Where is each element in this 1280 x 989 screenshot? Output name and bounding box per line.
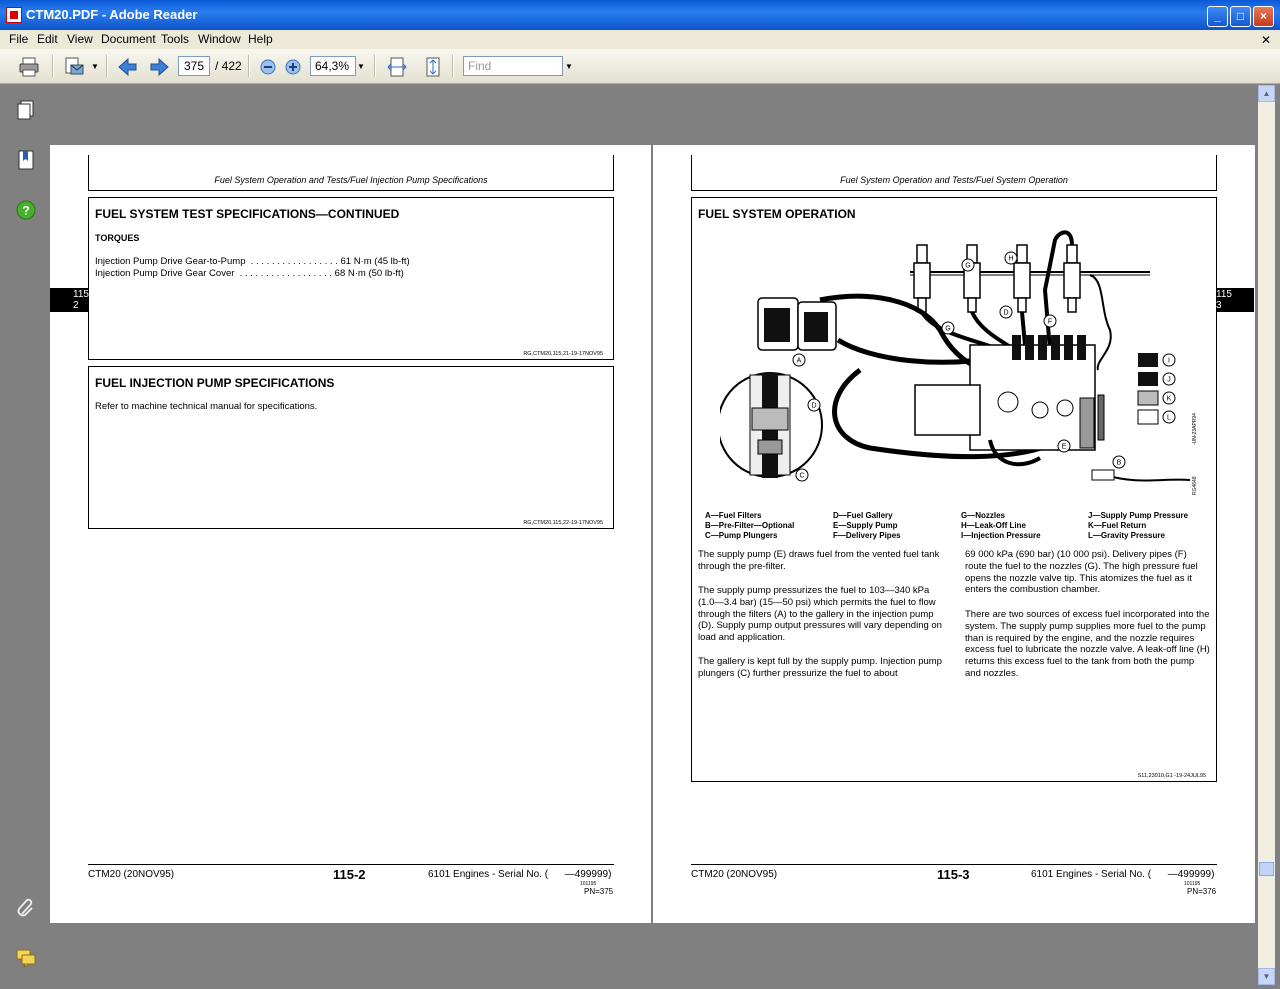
reference-code: RG,CTM20,115,21-19-17NOV95 [523, 351, 603, 357]
legend-item: H—Leak-Off Line [961, 521, 1026, 530]
key-label: L [1167, 414, 1171, 422]
comments-icon[interactable] [15, 947, 37, 969]
legend-item: L—Gravity Pressure [1088, 531, 1165, 540]
zoom-level-input[interactable]: 64,3% [310, 56, 356, 76]
reference-code: S11,23010,G1 -19-24JUL95 [1137, 773, 1206, 779]
diagram-code: RG4648 [1192, 476, 1198, 495]
legend-item: I—Injection Pressure [961, 531, 1041, 540]
section-subtitle: TORQUES [95, 233, 140, 243]
footer-code: 101195 [580, 881, 597, 887]
vertical-scrollbar[interactable] [1258, 85, 1275, 985]
toolbar-separator [452, 55, 454, 77]
fuel-test-spec-section [88, 197, 614, 360]
section-tab-marker: 115 2 [50, 288, 88, 312]
pdf-page-right [653, 145, 1255, 923]
legend-item: A—Fuel Filters [705, 511, 762, 520]
fit-width-icon[interactable] [386, 56, 408, 78]
find-input[interactable]: Find [463, 56, 563, 76]
diagram-callout: D [1003, 309, 1009, 317]
footer-manual: CTM20 (20NOV95) [691, 869, 778, 880]
body-paragraph: 69 000 kPa (690 bar) (10 000 psi). Delivery pipes (F) route the fuel to the nozzles (G). The high pressure fuel opens the nozzle valve tip. This atomizes the fuel as it enters the combustion chamber. [965, 549, 1198, 596]
section-title: FUEL INJECTION PUMP SPECIFICATIONS [95, 376, 335, 390]
svg-text:?: ? [22, 203, 30, 218]
footer-manual: CTM20 (20NOV95) [88, 869, 175, 880]
footer-pn: PN=376 [1187, 887, 1217, 896]
legend-item: F—Delivery Pipes [833, 531, 901, 540]
toolbar-separator [52, 55, 54, 77]
fit-page-icon[interactable] [422, 56, 444, 78]
diagram-callout: F [1047, 318, 1053, 326]
key-label: I [1168, 357, 1170, 365]
section-body: Refer to machine technical manual for specifications. [95, 401, 318, 412]
bookmarks-icon[interactable] [15, 149, 37, 171]
diagram-callout: A [796, 357, 802, 365]
menu-help[interactable]: Help [248, 32, 273, 46]
fuel-system-diagram [720, 230, 1210, 505]
pdf-page-left [50, 145, 651, 923]
menu-document[interactable]: Document [101, 32, 156, 46]
legend-item: C—Pump Plungers [705, 531, 778, 540]
menu-view[interactable]: View [67, 32, 93, 46]
scroll-down-button[interactable]: ▼ [1258, 968, 1275, 985]
toolbar-separator [248, 55, 250, 77]
zoom-dropdown-arrow[interactable]: ▼ [357, 62, 365, 71]
window-title: CTM20.PDF - Adobe Reader [26, 7, 198, 22]
footer-rule [691, 864, 1217, 865]
menu-bar [0, 30, 1280, 49]
diagram-callout: D [811, 402, 817, 410]
footer-engine: 6101 Engines - Serial No. ( —499999) [1031, 869, 1215, 880]
page-total: / 422 [215, 59, 242, 73]
close-button[interactable]: × [1253, 6, 1274, 27]
page-header: Fuel System Operation and Tests/Fuel System Operation [840, 175, 1068, 185]
page-number-input[interactable]: 375 [178, 56, 210, 76]
attachments-icon[interactable] [15, 897, 37, 919]
help-icon[interactable] [15, 199, 37, 221]
diagram-callout: B [1116, 459, 1122, 467]
print-icon[interactable] [18, 56, 40, 78]
footer-code: 101195 [1184, 881, 1201, 887]
menu-window[interactable]: Window [198, 32, 241, 46]
page-header: Fuel System Operation and Tests/Fuel Injection Pump Specifications [214, 175, 488, 185]
zoom-in-icon[interactable] [282, 56, 304, 78]
legend-item: J—Supply Pump Pressure [1088, 511, 1189, 520]
navigation-panel [0, 85, 50, 989]
diagram-callout: E [1061, 443, 1067, 451]
key-label: J [1167, 376, 1171, 384]
key-label: K [1166, 395, 1172, 403]
torque-row: Injection Pump Drive Gear-to-Pump . . . . . . . . . . . . . . . . . 61 N·m (45 lb-ft) [95, 256, 410, 267]
section-tab-marker: 115 3 [1216, 288, 1254, 312]
scroll-thumb[interactable] [1259, 862, 1274, 876]
body-paragraph: There are two sources of excess fuel incorporated into the system. The supply pump supplies more fuel to the pump than is required by the engine, and the nozzle requires excess fuel to lubricate the nozzle valve. A leak-off line (H) returns this excess fuel to the tank from both the pump and nozzles. [965, 609, 1210, 679]
diagram-callout: C [799, 472, 805, 480]
legend-item: B—Pre-Filter—Optional [705, 521, 795, 530]
next-page-icon[interactable] [148, 56, 170, 78]
footer-rule [88, 864, 614, 865]
adobe-reader-icon [6, 7, 22, 23]
diagram-callout: H [1008, 255, 1014, 263]
footer-pn: PN=375 [584, 887, 614, 896]
maximize-button[interactable]: □ [1230, 6, 1251, 27]
page-header-box [691, 155, 1217, 191]
previous-page-icon[interactable] [117, 56, 139, 78]
scroll-up-button[interactable]: ▲ [1258, 85, 1275, 102]
document-close-icon[interactable]: ✕ [1261, 33, 1272, 47]
body-paragraph: The supply pump (E) draws fuel from the vented fuel tank through the pre-filter. [698, 549, 940, 572]
legend-item: G—Nozzles [961, 511, 1006, 520]
torque-row: Injection Pump Drive Gear Cover . . . . . . . . . . . . . . . . . . 68 N·m (50 lb-ft) [95, 268, 404, 279]
legend-item: E—Supply Pump [833, 521, 898, 530]
email-dropdown-arrow[interactable]: ▼ [91, 62, 99, 71]
diagram-callout: G [945, 325, 951, 333]
diagram-callout: G [965, 262, 971, 270]
body-paragraph: The supply pump pressurizes the fuel to 103—340 kPa (1.0—3.4 bar) (15—50 psi) which permits the fuel to flow through the filters (A) to the gallery in the injection pump (D). Supply pump output pressures will vary depending on load and application. [698, 585, 942, 644]
legend-item: K—Fuel Return [1088, 521, 1147, 530]
body-paragraph: The gallery is kept full by the supply pump. Injection pump plungers (C) further pressurize the fuel to about [698, 656, 942, 679]
footer-page-number: 115-3 [937, 867, 970, 882]
toolbar-separator [374, 55, 376, 77]
footer-page-number: 115-2 [333, 867, 366, 882]
email-icon[interactable] [63, 56, 85, 78]
diagram-code: -UN-23APR94 [1192, 413, 1198, 445]
fuel-system-operation-section [691, 197, 1217, 782]
toolbar-separator [106, 55, 108, 77]
reference-code: RG,CTM20,115,22-19-17NOV95 [523, 520, 603, 526]
section-title: FUEL SYSTEM TEST SPECIFICATIONS—CONTINUED [95, 207, 400, 221]
menu-file[interactable]: File [9, 32, 29, 46]
injection-pump-spec-section [88, 366, 614, 529]
section-title: FUEL SYSTEM OPERATION [698, 207, 856, 221]
title-bar [0, 0, 1280, 30]
pages-icon[interactable] [15, 99, 37, 121]
footer-engine: 6101 Engines - Serial No. ( —499999) [428, 869, 612, 880]
zoom-out-icon[interactable] [257, 56, 279, 78]
menu-tools[interactable]: Tools [161, 32, 190, 46]
legend-item: D—Fuel Gallery [833, 511, 893, 520]
find-dropdown-arrow[interactable]: ▼ [565, 62, 573, 71]
menu-edit[interactable]: Edit [37, 32, 58, 46]
minimize-button[interactable]: _ [1207, 6, 1228, 27]
page-header-box [88, 155, 614, 191]
